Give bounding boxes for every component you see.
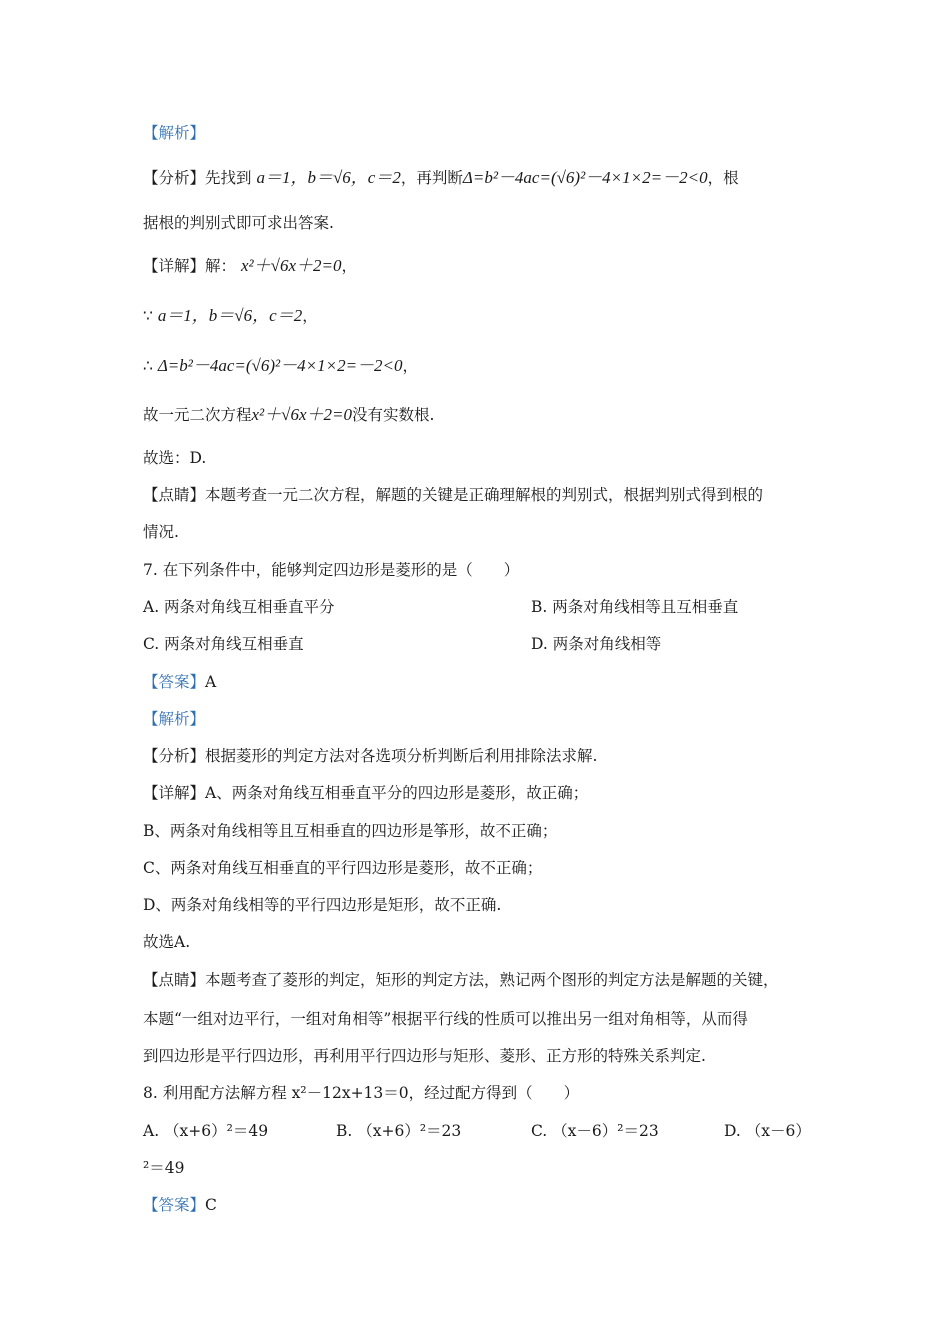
q6-xiangjie-line: 【详解】解： x²＋√6x＋2=0， bbox=[143, 256, 357, 275]
q7-xiangjie-line: 【详解】A、两条对角线互相垂直平分的四边形是菱形，故正确； bbox=[143, 784, 589, 802]
q6-dianjing-line2: 情况. bbox=[143, 523, 179, 541]
q7-option-c: C. 两条对角线互相垂直 bbox=[143, 635, 304, 653]
q8-option-d-wrap: ²＝49 bbox=[143, 1159, 185, 1177]
q8-option-c: C. （x－6）²＝23 bbox=[531, 1122, 659, 1140]
q7-xiangjie-d: D、两条对角线相等的平行四边形是矩形，故不正确. bbox=[143, 896, 502, 914]
q7-answer-line: 【答案】A bbox=[143, 673, 217, 691]
q6-equation: x²＋√6x＋2=0 bbox=[240, 256, 342, 275]
q7-stem: 7. 在下列条件中，能够判定四边形是菱形的是（ ） bbox=[143, 561, 520, 579]
q6-values: a＝1，b＝√6，c＝2 bbox=[157, 306, 303, 325]
q7-xiangjie-c: C、两条对角线互相垂直的平行四边形是菱形，故不正确； bbox=[143, 859, 543, 877]
q8-option-a: A. （x+6）²＝49 bbox=[143, 1122, 269, 1140]
q6-choice: 故选：D. bbox=[143, 449, 207, 467]
q7-answer: A bbox=[205, 673, 217, 691]
q7-choice: 故选A. bbox=[143, 933, 191, 951]
q7-option-b: B. 两条对角线相等且互相垂直 bbox=[531, 598, 739, 616]
q7-dianjing-line3: 到四边形是平行四边形，再利用平行四边形与矩形、菱形、正方形的特殊关系判定. bbox=[143, 1047, 706, 1065]
q7-option-a: A. 两条对角线互相垂直平分 bbox=[143, 598, 335, 616]
q7-option-d: D. 两条对角线相等 bbox=[531, 635, 662, 653]
q6-fenxi-delta: Δ=b²－4ac=(√6)²－4×1×2=－2<0 bbox=[462, 168, 708, 187]
q6-jiexi-heading: 【解析】 bbox=[143, 124, 206, 142]
q6-fenxi-line2: 据根的判别式即可求出答案. bbox=[143, 214, 334, 232]
q6-fenxi-line: 【分析】先找到 a＝1，b＝√6，c＝2，再判断Δ=b²－4ac=(√6)²－4×1×2=－2<0，根 bbox=[143, 168, 739, 187]
q6-conclusion-equation: x²＋√6x＋2=0 bbox=[251, 405, 353, 424]
q8-stem: 8. 利用配方法解方程 x²－12x+13＝0，经过配方得到（ ） bbox=[143, 1084, 580, 1102]
q8-option-d: D. （x－6） bbox=[724, 1122, 811, 1140]
q7-xiangjie-b: B、两条对角线相等且互相垂直的四边形是筝形，故不正确； bbox=[143, 822, 558, 840]
q8-answer: C bbox=[205, 1196, 217, 1214]
q8-answer-line: 【答案】C bbox=[143, 1196, 217, 1214]
q7-jiexi-heading: 【解析】 bbox=[143, 710, 206, 728]
q6-conclusion-line: 故一元二次方程x²＋√6x＋2=0没有实数根. bbox=[143, 405, 435, 424]
q6-since-line: ∵ a＝1，b＝√6，c＝2， bbox=[143, 306, 318, 325]
q7-dianjing-line2: 本题“一组对边平行，一组对角相等”根据平行线的性质可以推出另一组对角相等，从而得 bbox=[143, 1010, 748, 1028]
q6-fenxi-values: a＝1，b＝√6，c＝2 bbox=[256, 168, 401, 187]
q8-option-b: B. （x+6）²＝23 bbox=[336, 1122, 462, 1140]
q7-fenxi-line: 【分析】根据菱形的判定方法对各选项分析判断后利用排除法求解. bbox=[143, 747, 598, 765]
q6-dianjing-line: 【点睛】本题考查一元二次方程，解题的关键是正确理解根的判别式，根据判别式得到根的 bbox=[143, 486, 764, 504]
q7-dianjing-line: 【点睛】本题考查了菱形的判定，矩形的判定方法，熟记两个图形的判定方法是解题的关键， bbox=[143, 971, 779, 989]
q6-therefore-line: ∴ Δ=b²－4ac=(√6)²－4×1×2=－2<0， bbox=[143, 356, 419, 375]
q6-delta: Δ=b²－4ac=(√6)²－4×1×2=－2<0 bbox=[157, 356, 403, 375]
